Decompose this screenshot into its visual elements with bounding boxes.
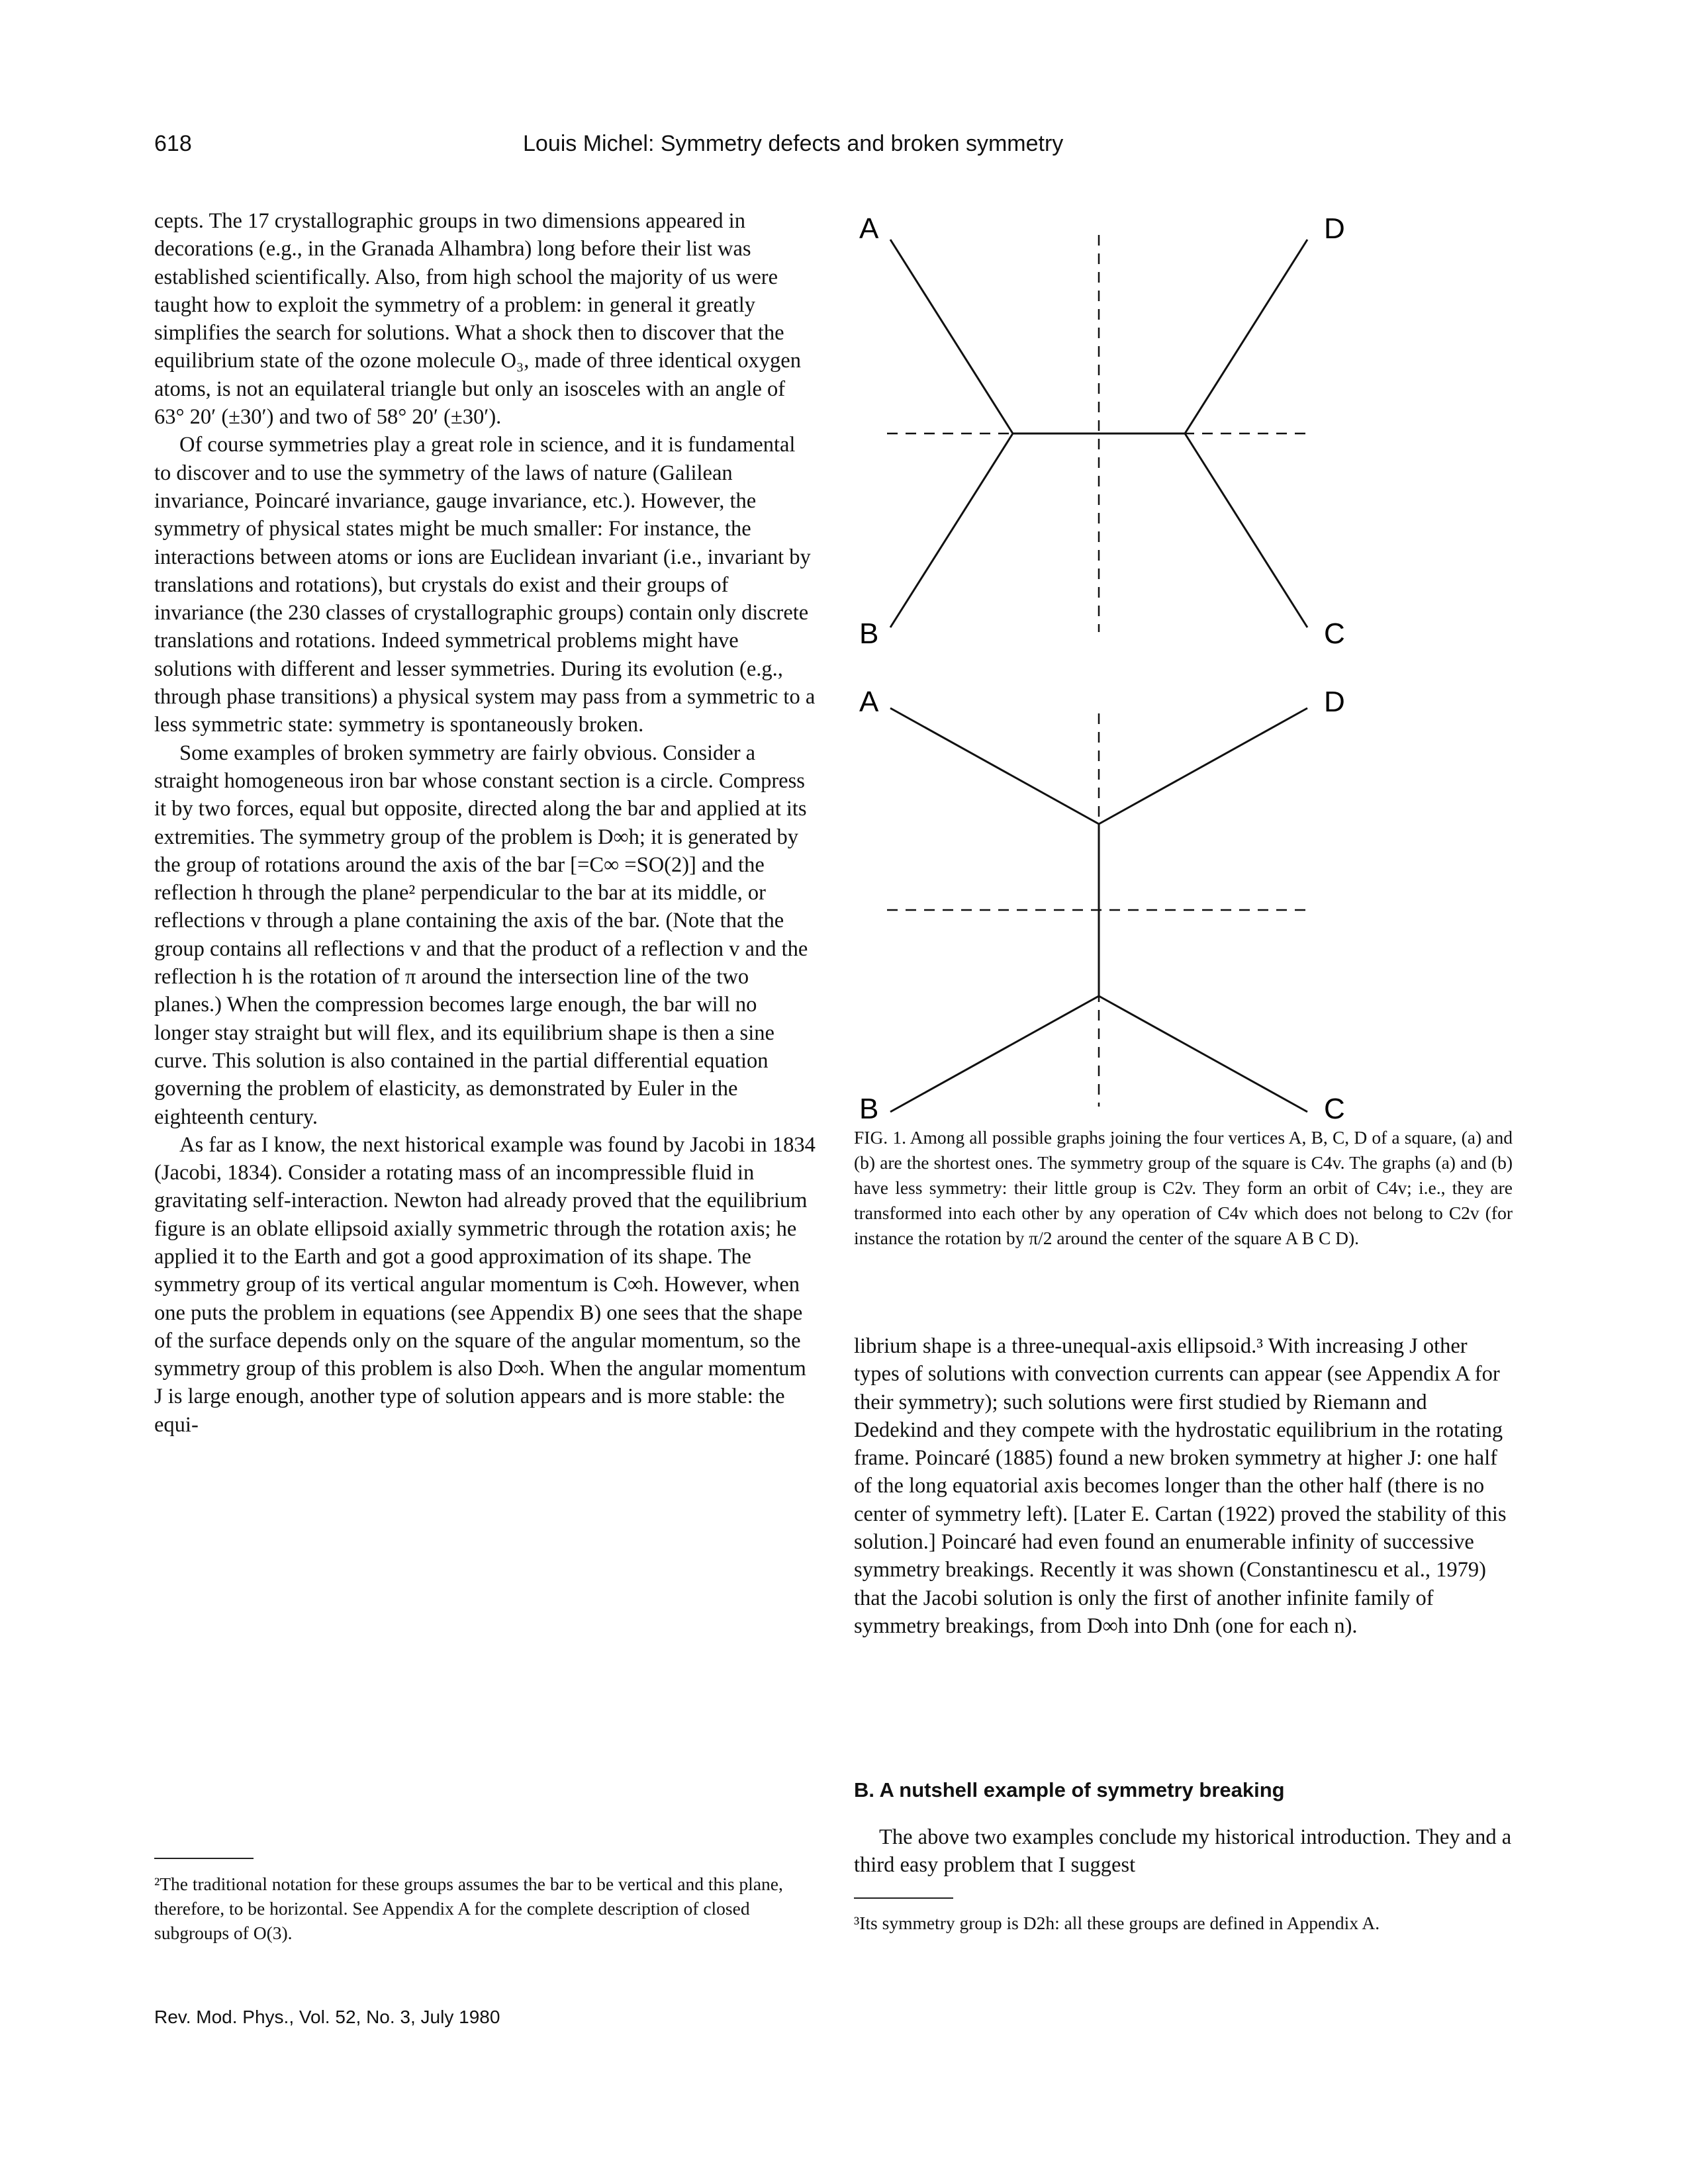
- edge-b-upper-left: [890, 708, 1099, 824]
- paragraph-4: As far as I know, the next historical example was found by Jacobi in 1834 (Jacobi, 1834). Consider a rotating mass of an incompressible fluid in gravitating self-interaction. Newton had already proved that the equilibrium figure is an oblate ellipsoid axially symmetric through the rotation axis; he applied it to the Earth and got a good approximation of its shape. The symmetry group of its vertical angular momentum is C∞h. However, when one puts the problem in equations (see Appendix B) one sees that the shape of the surface depends only on the square of the angular momentum, so the symmetry group of this problem is also D∞h. When the angular momentum J is large enough, another type of solution appears and is more stable: the equi-: [154, 1132, 816, 1437]
- edge-b-lower-right: [1099, 996, 1307, 1112]
- figure-caption: FIG. 1. Among all possible graphs joining the four vertices A, B, C, D of a square, (a) and (b) are the shortest ones. The symmetry group of the square is C4v. The graphs (a) and (b) have less symmetry: their little group is C2v. They form an orbit of C4v; i.e., they are transformed into each other by any operation of C4v which does not belong to C2v (for instance the rotation by π/2 around the center of the square A B C D).: [854, 1127, 1513, 1248]
- vertex-a-label: A: [859, 212, 879, 245]
- right-column: [854, 1332, 1513, 1640]
- section-heading: B. A nutshell example of symmetry breaking: [854, 1778, 1285, 1801]
- paragraph-2: Of course symmetries play a great role in science, and it is fundamental to discover and to use the symmetry of the laws of nature (Galilean invariance, Poincaré invariance, gauge invariance, etc.). However, the symmetry of physical states might be much smaller: For instance, the interactions between atoms or ions are Euclidean invariant (i.e., invariant by translations and rotations), but crystals do exist and their groups of invariance (the 230 classes of crystallographic groups) contain only discrete translations and rotations. Indeed symmetrical problems might have solutions with different and lesser symmetries. During its evolution (e.g., through phase transitions) a physical system may pass from a symmetric to a less symmetric state: symmetry is spontaneously broken.: [154, 433, 816, 737]
- edge-a-left-lower: [890, 433, 1013, 627]
- edge-b-upper-right: [1099, 708, 1307, 824]
- footnote-3: ³Its symmetry group is D2h: all these groups are defined in Appendix A.: [854, 1913, 1380, 1933]
- footnote-2: ²The traditional notation for these groups assumes the bar to be vertical and this plane, therefore, to be horizontal. See Appendix A for the complete description of closed subgroups of O(3).: [154, 1874, 783, 1943]
- vertex-c-label-b: C: [1324, 1093, 1345, 1125]
- vertex-c-label: C: [1324, 617, 1345, 650]
- edge-a-left-upper: [890, 240, 1013, 433]
- running-head: Louis Michel: Symmetry defects and broken symmetry: [523, 131, 1064, 156]
- graph-a: [887, 235, 1311, 632]
- page-number: 618: [154, 131, 192, 156]
- vertex-b-label-b: B: [859, 1093, 879, 1125]
- journal-footer: Rev. Mod. Phys., Vol. 52, No. 3, July 1980: [154, 2007, 500, 2027]
- edge-b-lower-left: [890, 996, 1099, 1112]
- footnote-rule-right: [854, 1897, 953, 1899]
- graph-b: [887, 708, 1311, 1112]
- edge-a-right-lower: [1185, 433, 1307, 627]
- vertex-b-label: B: [859, 617, 879, 650]
- paragraph-6: The above two examples conclude my historical introduction. They and a third easy problem that I suggest: [854, 1825, 1512, 1878]
- paragraph-3: Some examples of broken symmetry are fairly obvious. Consider a straight homogeneous iron bar whose constant section is a circle. Compress it by two forces, equal but opposite, directed along the bar and applied at its extremities. The symmetry group of the problem is D∞h; it is generated by the group of rotations around the axis of the bar [=C∞ =SO(2)] and the reflection h through the plane² perpendicular to the bar at its middle, or reflections v through a plane containing the axis of the bar. (Note that the group contains all reflections v and that the product of a reflection v and the reflection h is the rotation of π around the intersection line of the two planes.) When the compression becomes large enough, the bar will no longer stay straight but will flex, and its equilibrium shape is then a sine curve. This solution is also contained in the partial differential equation governing the problem of elasticity, as demonstrated by Euler in the eighteenth century.: [154, 741, 808, 1129]
- paragraph-5: librium shape is a three-unequal-axis ellipsoid.³ With increasing J other types of solutions with convection currents can appear (see Appendix A for their symmetry); such solutions were first studied by Riemann and Dedekind and they compete with the hydrostatic equilibrium in the rotating frame. Poincaré (1885) found a new broken symmetry at higher J: one half of the long equatorial axis becomes longer than the other half (there is no center of symmetry left). [Later E. Cartan (1922) proved the stability of this solution.] Poincaré had even found an enumerable infinity of successive symmetry breakings. Recently it was shown (Constantinescu et al., 1979) that the Jacobi solution is only the first of another infinite family of symmetry breakings, from D∞h into Dnh (one for each n).: [854, 1334, 1507, 1638]
- vertex-a-label-b: A: [859, 686, 879, 718]
- edge-a-right-upper: [1185, 240, 1307, 433]
- paragraph-1: cepts. The 17 crystallographic groups in two dimensions appeared in decorations (e.g., in the Granada Alhambra) long before their list was established scientifically. Also, from high school the majority of us were taught how to exploit the symmetry of a problem: in general it greatly simplifies the search for solutions. What a shock then to discover that the equilibrium state of the ozone molecule O₃, made of three identical oxygen atoms, is not an equilateral triangle but only an isosceles with an angle of 63° 20′ (±30′) and two of 58° 20′ (±30′).: [154, 209, 801, 430]
- vertex-d-label: D: [1324, 212, 1345, 245]
- footnote-rule: [154, 1858, 254, 1859]
- right-column-continued: [854, 1823, 1513, 1880]
- vertex-d-label-b: D: [1324, 686, 1345, 718]
